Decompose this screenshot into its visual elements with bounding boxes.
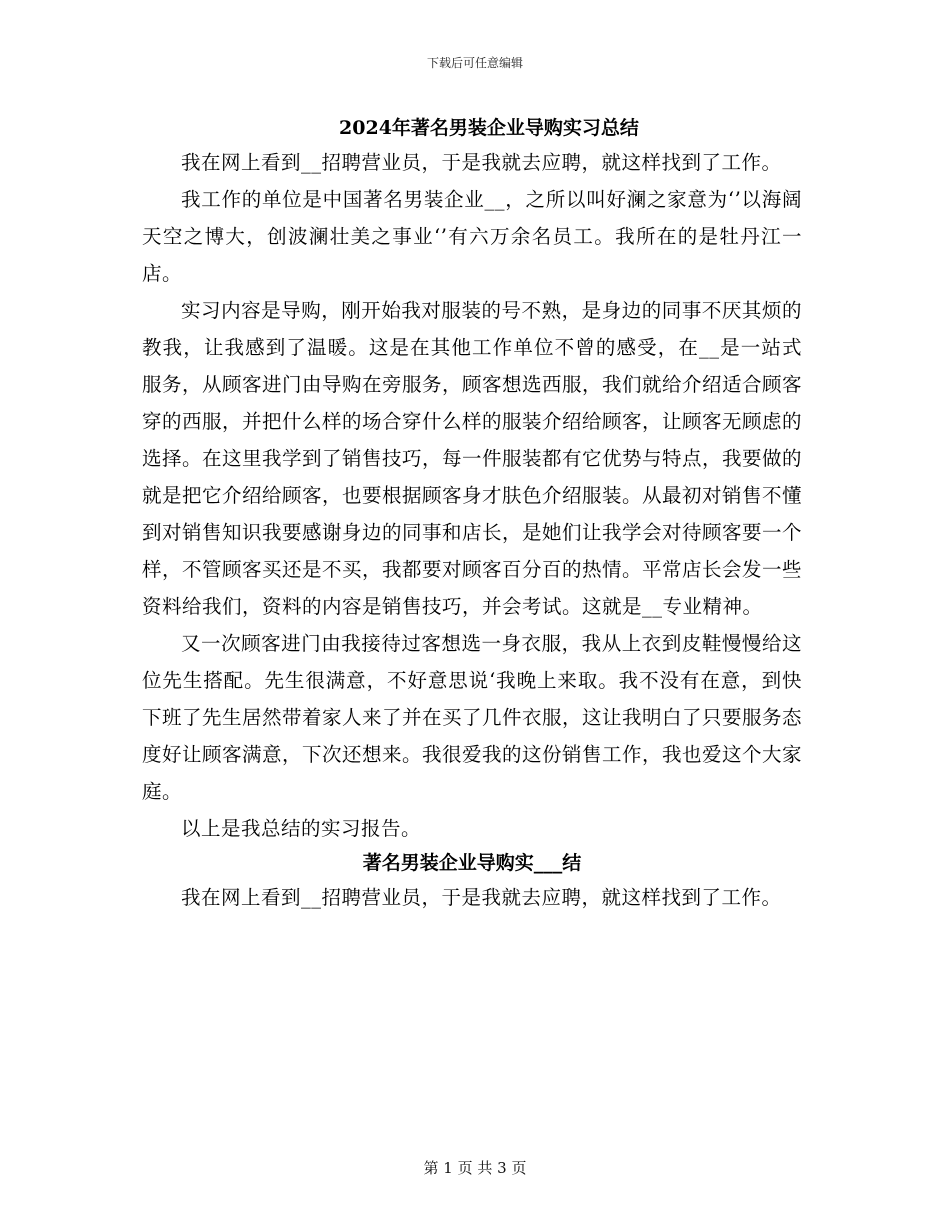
paragraph: 我在网上看到__招聘营业员，于是我就去应聘，就这样找到了工作。 [181, 886, 782, 909]
paragraph: 我工作的单位是中国著名男装企业__，之所以叫好澜之家意为‘’以海阔天空之博大，创波澜壮美之事业‘’有六万余名员工。我所在的是牡丹江一店。 [142, 188, 802, 285]
page-footer: 第 1 页 共 3 页 [423, 1159, 527, 1177]
section-title: 著名男装企业导购实___结 [362, 852, 582, 874]
paragraph: 又一次顾客进门由我接待过客想选一身衣服，我从上衣到皮鞋慢慢给这位先生搭配。先生很满意，不好意思说‘我晚上来取。我不没有在意，到快下班了先生居然带着家人来了并在买了几件衣服，这让我明白了只要服务态度好让顾客满意，下次还想来。我很爱我的这份销售工作，我也爱这个大家庭。 [142, 632, 803, 803]
paragraph: 我在网上看到__招聘营业员，于是我就去应聘，就这样找到了工作。 [181, 151, 782, 174]
document-body [142, 112, 802, 916]
paragraph: 实习内容是导购，刚开始我对服装的号不熟，是身边的同事不厌其烦的教我，让我感到了温暖。这是在其他工作单位不曾的感受，在__是一站式服务，从顾客进门由导购在旁服务，顾客想选西服，我们就给介绍适合顾客穿的西服，并把什么样的场合穿什么样的服装介绍给顾客，让顾客无顾虑的选择。在这里我学到了销售技巧，每一件服装都有它优势与特点，我要做的就是把它介绍给顾客，也要根据顾客身才肤色介绍服装。从最初对销售不懂到对销售知识我要感谢身边的同事和店长，是她们让我学会对待顾客要一个样，不管顾客买还是不买，我都要对顾客百分百的热情。平常店长会发一些资料给我们，资料的内容是销售技巧，并会考试。这就是__专业精神。 [142, 299, 803, 618]
header-note: 下载后可任意编辑 [426, 56, 523, 70]
document-title: 2024年著名男装企业导购实习总结 [339, 117, 639, 139]
paragraph: 以上是我总结的实习报告。 [181, 817, 422, 840]
